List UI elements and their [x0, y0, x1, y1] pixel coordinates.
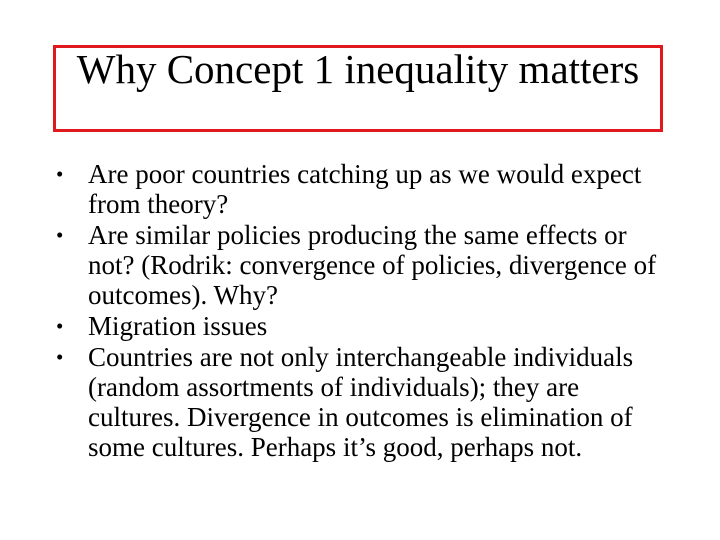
- bullet-dot-icon: •: [56, 345, 64, 369]
- bullet-text: Are similar policies producing the same effects or not? (Rodrik: convergence of policies, divergence of outcomes). Why?: [88, 220, 657, 310]
- slide-title: Why Concept 1 inequality matters: [76, 46, 640, 92]
- bullet-dot-icon: •: [56, 314, 64, 338]
- bullet-item: [56, 342, 676, 462]
- bullet-item: [56, 220, 676, 310]
- bullet-text: Countries are not only interchangeable individuals (random assortments of individuals); they are cultures. Divergence in outcomes is elimination of some cultures. Perhaps it’s good, perhaps not.: [88, 342, 634, 462]
- bullet-text: Are poor countries catching up as we would expect from theory?: [88, 159, 642, 219]
- bullet-item: [56, 159, 676, 219]
- bullet-dot-icon: •: [56, 162, 64, 186]
- bullet-list: [56, 159, 676, 463]
- bullet-dot-icon: •: [56, 223, 64, 247]
- bullet-item: [56, 311, 676, 341]
- bullet-text: Migration issues: [88, 311, 268, 341]
